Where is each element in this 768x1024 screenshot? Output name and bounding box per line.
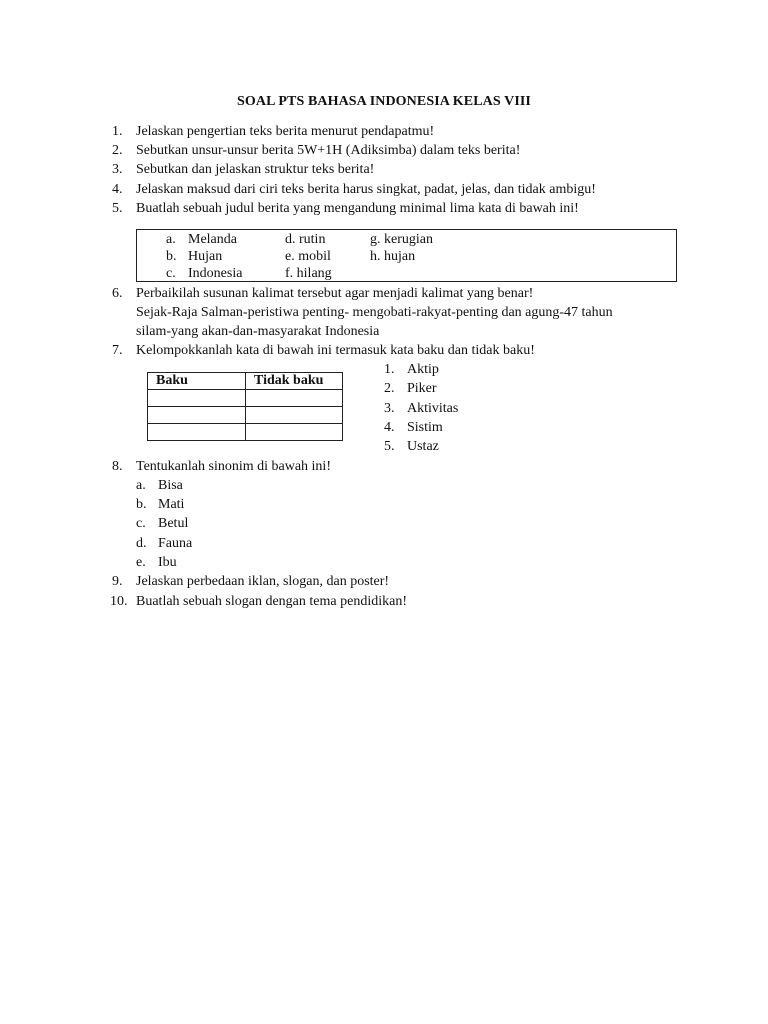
question-text: Buatlah sebuah judul berita yang mengandung minimal lima kata di bawah ini!	[136, 201, 579, 216]
page-title: SOAL PTS BAHASA INDONESIA KELAS VIII	[237, 94, 531, 109]
question-text: Tentukanlah sinonim di bawah ini!	[136, 459, 331, 474]
list-number: 1.	[384, 362, 395, 377]
question-10	[110, 592, 407, 611]
list-item	[158, 476, 183, 495]
list-item	[136, 476, 146, 495]
list-letter: e.	[136, 555, 146, 570]
list-number: 4.	[384, 420, 395, 435]
word-item: f. hilang	[285, 266, 332, 281]
question-text: Sebutkan dan jelaskan struktur teks berita!	[136, 162, 375, 177]
word-letter: c.	[166, 266, 176, 281]
list-letter: a.	[136, 478, 146, 493]
table-row	[148, 407, 343, 424]
list-item	[158, 534, 192, 553]
header-baku: Baku	[148, 373, 246, 390]
table-row	[148, 390, 343, 407]
table-row	[148, 424, 343, 441]
word-item: e. mobil	[285, 249, 331, 264]
question-text: Kelompokkanlah kata di bawah ini termasuk kata baku dan tidak baku!	[136, 343, 535, 358]
question-6	[112, 284, 533, 303]
question-8	[112, 457, 331, 476]
word-item: Indonesia	[188, 266, 243, 281]
word-letter: b.	[166, 249, 177, 264]
list-number: 3.	[384, 401, 395, 416]
question-4	[112, 180, 596, 199]
list-item	[384, 437, 395, 456]
table-cell[interactable]	[148, 407, 246, 424]
table-cell[interactable]	[246, 424, 343, 441]
list-word: Bisa	[158, 478, 183, 493]
list-item	[136, 495, 147, 514]
word-item: h. hujan	[370, 249, 416, 264]
question-number: 4.	[112, 182, 123, 197]
q6-sentence-line-2: silam-yang akan-dan-masyarakat Indonesia	[136, 324, 380, 339]
question-number: 10.	[110, 594, 128, 609]
list-word: Sistim	[407, 420, 443, 435]
list-item	[384, 399, 395, 418]
question-number: 8.	[112, 459, 123, 474]
question-text: Sebutkan unsur-unsur berita 5W+1H (Adiksimba) dalam teks berita!	[136, 143, 521, 158]
list-item	[407, 399, 458, 418]
question-number: 2.	[112, 143, 123, 158]
question-number: 9.	[112, 574, 123, 589]
list-item	[407, 437, 439, 456]
table-cell[interactable]	[246, 390, 343, 407]
list-item	[136, 534, 147, 553]
list-word: Fauna	[158, 536, 193, 551]
list-item	[407, 360, 439, 379]
list-item	[158, 514, 188, 533]
word-item: Hujan	[188, 249, 223, 264]
list-word: Ustaz	[407, 439, 439, 454]
q5-word-box	[136, 229, 677, 282]
list-word: Ibu	[158, 555, 177, 570]
word-item: Melanda	[188, 232, 237, 247]
question-number: 7.	[112, 343, 123, 358]
question-text: Jelaskan maksud dari ciri teks berita harus singkat, padat, jelas, dan tidak ambigu!	[136, 182, 596, 197]
question-1	[112, 122, 434, 141]
list-item	[136, 514, 146, 533]
table-cell[interactable]	[246, 407, 343, 424]
q6-sentence-line-1: Sejak-Raja Salman-peristiwa penting- mengobati-rakyat-penting dan agung-47 tahun	[136, 305, 613, 320]
question-3	[112, 160, 374, 179]
question-number: 5.	[112, 201, 123, 216]
list-word: Piker	[407, 381, 437, 396]
list-number: 5.	[384, 439, 395, 454]
list-word: Aktivitas	[407, 401, 459, 416]
baku-table	[147, 372, 343, 441]
question-5	[112, 199, 579, 218]
list-item	[158, 495, 184, 514]
question-number: 6.	[112, 286, 123, 301]
list-number: 2.	[384, 381, 395, 396]
question-2	[112, 141, 520, 160]
word-item: g. kerugian	[370, 232, 433, 247]
table-header-row	[148, 373, 343, 390]
question-text: Buatlah sebuah slogan dengan tema pendidikan!	[136, 594, 407, 609]
table-cell[interactable]	[148, 390, 246, 407]
question-number: 3.	[112, 162, 123, 177]
question-9	[112, 572, 389, 591]
question-number: 1.	[112, 124, 123, 139]
question-7	[112, 341, 535, 360]
list-item	[407, 379, 437, 398]
table-cell[interactable]	[148, 424, 246, 441]
list-letter: b.	[136, 497, 147, 512]
list-word: Betul	[158, 516, 189, 531]
list-letter: d.	[136, 536, 147, 551]
list-word: Aktip	[407, 362, 439, 377]
list-item	[384, 418, 395, 437]
list-item	[158, 553, 177, 572]
list-letter: c.	[136, 516, 146, 531]
question-text: Perbaikilah susunan kalimat tersebut agar menjadi kalimat yang benar!	[136, 286, 534, 301]
question-text: Jelaskan perbedaan iklan, slogan, dan poster!	[136, 574, 390, 589]
header-tidak-baku: Tidak baku	[246, 373, 343, 390]
word-item: d. rutin	[285, 232, 326, 247]
list-item	[384, 379, 395, 398]
list-item	[384, 360, 395, 379]
list-item	[407, 418, 443, 437]
word-letter: a.	[166, 232, 176, 247]
question-text: Jelaskan pengertian teks berita menurut pendapatmu!	[136, 124, 435, 139]
list-item	[136, 553, 146, 572]
list-word: Mati	[158, 497, 185, 512]
